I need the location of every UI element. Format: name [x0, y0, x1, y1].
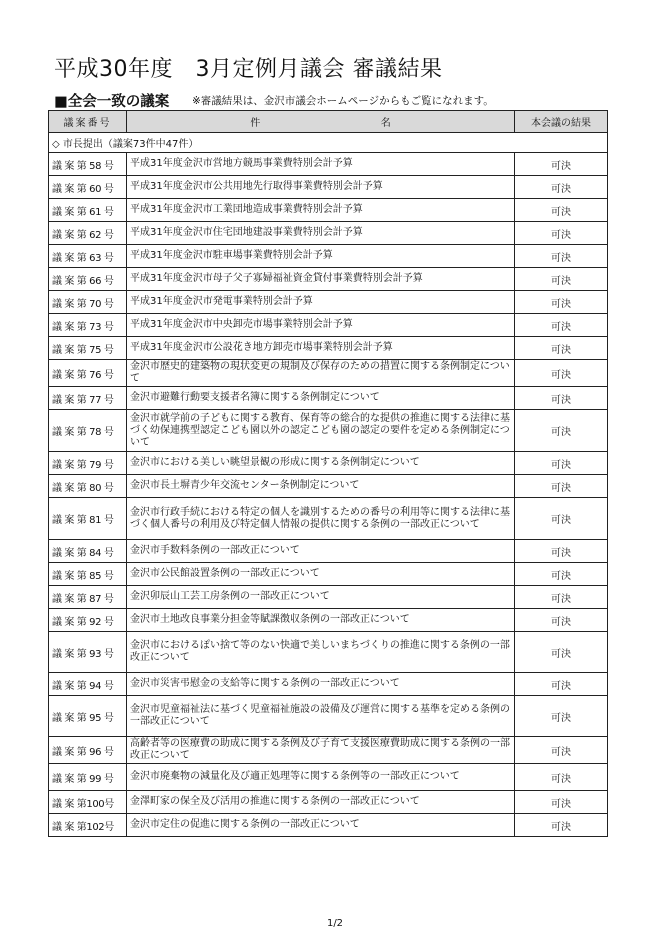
- section-heading: ■全会一致の議案: [54, 94, 170, 110]
- bill-result: 可決: [515, 563, 608, 586]
- bill-result: 可決: [515, 222, 608, 245]
- bill-result: 可決: [515, 764, 608, 791]
- bill-number: 議 案 第 93 号: [49, 632, 127, 673]
- bill-number: 議 案 第 87 号: [49, 586, 127, 609]
- bill-number: 議 案 第 66 号: [49, 268, 127, 291]
- bill-title: 金沢市長土塀青少年交流センター条例制定について: [127, 475, 515, 498]
- table-row: [49, 314, 608, 337]
- bill-number: 議 案 第 96 号: [49, 737, 127, 764]
- bill-number: 議 案 第 61 号: [49, 199, 127, 222]
- bill-number: 議 案 第 60 号: [49, 176, 127, 199]
- bill-title: 金沢市行政手続における特定の個人を識別するための番号の利用等に関する法律に基づく個人番号の利用及び特定個人情報の提供に関する条例の一部改正について: [127, 498, 515, 540]
- table-row: [49, 791, 608, 814]
- page-number: 1/2: [326, 918, 344, 929]
- table-row: [49, 387, 608, 410]
- bill-title: 平成31年度金沢市営地方競馬事業費特別会計予算: [127, 153, 515, 176]
- bill-result: 可決: [515, 291, 608, 314]
- bill-title: 金沢市手数料条例の一部改正について: [127, 540, 515, 563]
- bill-result: 可決: [515, 475, 608, 498]
- results-table: [48, 110, 608, 837]
- bill-title: 金沢市公民館設置条例の一部改正について: [127, 563, 515, 586]
- bill-title: 平成31年度金沢市駐車場事業費特別会計予算: [127, 245, 515, 268]
- bill-result: 可決: [515, 540, 608, 563]
- table-row: [49, 609, 608, 632]
- bill-result: 可決: [515, 498, 608, 540]
- bill-number: 議 案 第 95 号: [49, 696, 127, 737]
- bill-number: 議 案 第 76 号: [49, 360, 127, 387]
- bill-result: 可決: [515, 632, 608, 673]
- bill-title: 平成31年度金沢市公共用地先行取得事業費特別会計予算: [127, 176, 515, 199]
- table-row: [49, 452, 608, 475]
- table-row: [49, 498, 608, 540]
- bill-title: 平成31年度金沢市住宅団地建設事業費特別会計予算: [127, 222, 515, 245]
- bill-result: 可決: [515, 814, 608, 837]
- table-row: [49, 410, 608, 452]
- bill-number: 議 案 第 78 号: [49, 410, 127, 452]
- bill-number: 議 案 第100号: [49, 791, 127, 814]
- bill-title: 金沢市就学前の子どもに関する教育、保育等の総合的な提供の推進に関する法律に基づく幼保連携型認定こども園以外の認定こども園の認定の要件を定める条例制定について: [127, 410, 515, 452]
- bill-result: 可決: [515, 245, 608, 268]
- header-bill-number: 議案番号: [49, 111, 127, 133]
- bill-number: 議 案 第 73 号: [49, 314, 127, 337]
- table-row: [49, 360, 608, 387]
- bill-number: 議 案 第 63 号: [49, 245, 127, 268]
- table-row: [49, 814, 608, 837]
- bill-result: 可決: [515, 586, 608, 609]
- table-row: [49, 563, 608, 586]
- table-row: [49, 632, 608, 673]
- bill-number: 議 案 第 99 号: [49, 764, 127, 791]
- bill-title: 高齢者等の医療費の助成に関する条例及び子育て支援医療費助成に関する条例の一部改正について: [127, 737, 515, 764]
- bill-title: 平成31年度金沢市中央卸売市場事業特別会計予算: [127, 314, 515, 337]
- page-title: 平成30年度 3月定例月議会 審議結果: [54, 57, 443, 82]
- bill-title: 金沢市災害弔慰金の支給等に関する条例の一部改正について: [127, 673, 515, 696]
- bill-result: 可決: [515, 176, 608, 199]
- table-header-row: [49, 111, 608, 133]
- bill-title: 金澤町家の保全及び活用の推進に関する条例の一部改正について: [127, 791, 515, 814]
- bill-number: 議 案 第 94 号: [49, 673, 127, 696]
- bill-title: 金沢市土地改良事業分担金等賦課徴収条例の一部改正について: [127, 609, 515, 632]
- bill-title: 金沢卯辰山工芸工房条例の一部改正について: [127, 586, 515, 609]
- bill-result: 可決: [515, 199, 608, 222]
- bill-number: 議 案 第 70 号: [49, 291, 127, 314]
- bill-number: 議 案 第 77 号: [49, 387, 127, 410]
- table-row: [49, 291, 608, 314]
- bill-number: 議 案 第 75 号: [49, 337, 127, 360]
- bill-title: 平成31年度金沢市発電事業特別会計予算: [127, 291, 515, 314]
- table-row: [49, 764, 608, 791]
- table-row: [49, 475, 608, 498]
- bill-result: 可決: [515, 268, 608, 291]
- website-note: ※審議結果は、金沢市議会ホームページからもご覧になれます。: [192, 95, 494, 107]
- table-row: [49, 222, 608, 245]
- bill-title: 平成31年度金沢市工業団地造成事業費特別会計予算: [127, 199, 515, 222]
- group-label: ◇ 市長提出（議案73件中47件）: [49, 133, 608, 153]
- bill-result: 可決: [515, 337, 608, 360]
- bill-number: 議 案 第 85 号: [49, 563, 127, 586]
- bill-result: 可決: [515, 410, 608, 452]
- header-result: 本会議の結果: [515, 111, 608, 133]
- bill-title: 平成31年度金沢市母子父子寡婦福祉資金貸付事業費特別会計予算: [127, 268, 515, 291]
- bill-result: 可決: [515, 360, 608, 387]
- bill-result: 可決: [515, 696, 608, 737]
- table-row: [49, 540, 608, 563]
- table-row: [49, 673, 608, 696]
- bill-number: 議 案 第 92 号: [49, 609, 127, 632]
- bill-result: 可決: [515, 673, 608, 696]
- group-row: [49, 133, 608, 153]
- table-row: [49, 153, 608, 176]
- bill-result: 可決: [515, 609, 608, 632]
- bill-number: 議 案 第 81 号: [49, 498, 127, 540]
- bill-result: 可決: [515, 452, 608, 475]
- table-row: [49, 586, 608, 609]
- bill-title: 金沢市児童福祉法に基づく児童福祉施設の設備及び運営に関する基準を定める条例の一部改正について: [127, 696, 515, 737]
- bill-number: 議 案 第 58 号: [49, 153, 127, 176]
- bill-number: 議 案 第 62 号: [49, 222, 127, 245]
- table-row: [49, 199, 608, 222]
- bill-title: 金沢市避難行動要支援者名簿に関する条例制定について: [127, 387, 515, 410]
- header-title-char: 名: [380, 118, 391, 129]
- bill-number: 議 案 第 80 号: [49, 475, 127, 498]
- header-title: [127, 111, 515, 133]
- table-row: [49, 268, 608, 291]
- bill-number: 議 案 第 84 号: [49, 540, 127, 563]
- bill-number: 議 案 第102号: [49, 814, 127, 837]
- bill-number: 議 案 第 79 号: [49, 452, 127, 475]
- bill-title: 金沢市におけるぽい捨て等のない快適で美しいまちづくりの推進に関する条例の一部改正について: [127, 632, 515, 673]
- table-row: [49, 337, 608, 360]
- bill-title: 金沢市歴史的建築物の現状変更の規制及び保存のための措置に関する条例制定について: [127, 360, 515, 387]
- bill-result: 可決: [515, 791, 608, 814]
- table-row: [49, 696, 608, 737]
- table-row: [49, 737, 608, 764]
- bill-title: 平成31年度金沢市公設花き地方卸売市場事業特別会計予算: [127, 337, 515, 360]
- table-row: [49, 176, 608, 199]
- bill-title: 金沢市における美しい眺望景観の形成に関する条例制定について: [127, 452, 515, 475]
- table-row: [49, 245, 608, 268]
- bill-result: 可決: [515, 314, 608, 337]
- bill-result: 可決: [515, 387, 608, 410]
- bill-result: 可決: [515, 737, 608, 764]
- header-title-char: 件: [250, 118, 261, 129]
- bill-result: 可決: [515, 153, 608, 176]
- bill-title: 金沢市定住の促進に関する条例の一部改正について: [127, 814, 515, 837]
- bill-title: 金沢市廃棄物の減量化及び適正処理等に関する条例等の一部改正について: [127, 764, 515, 791]
